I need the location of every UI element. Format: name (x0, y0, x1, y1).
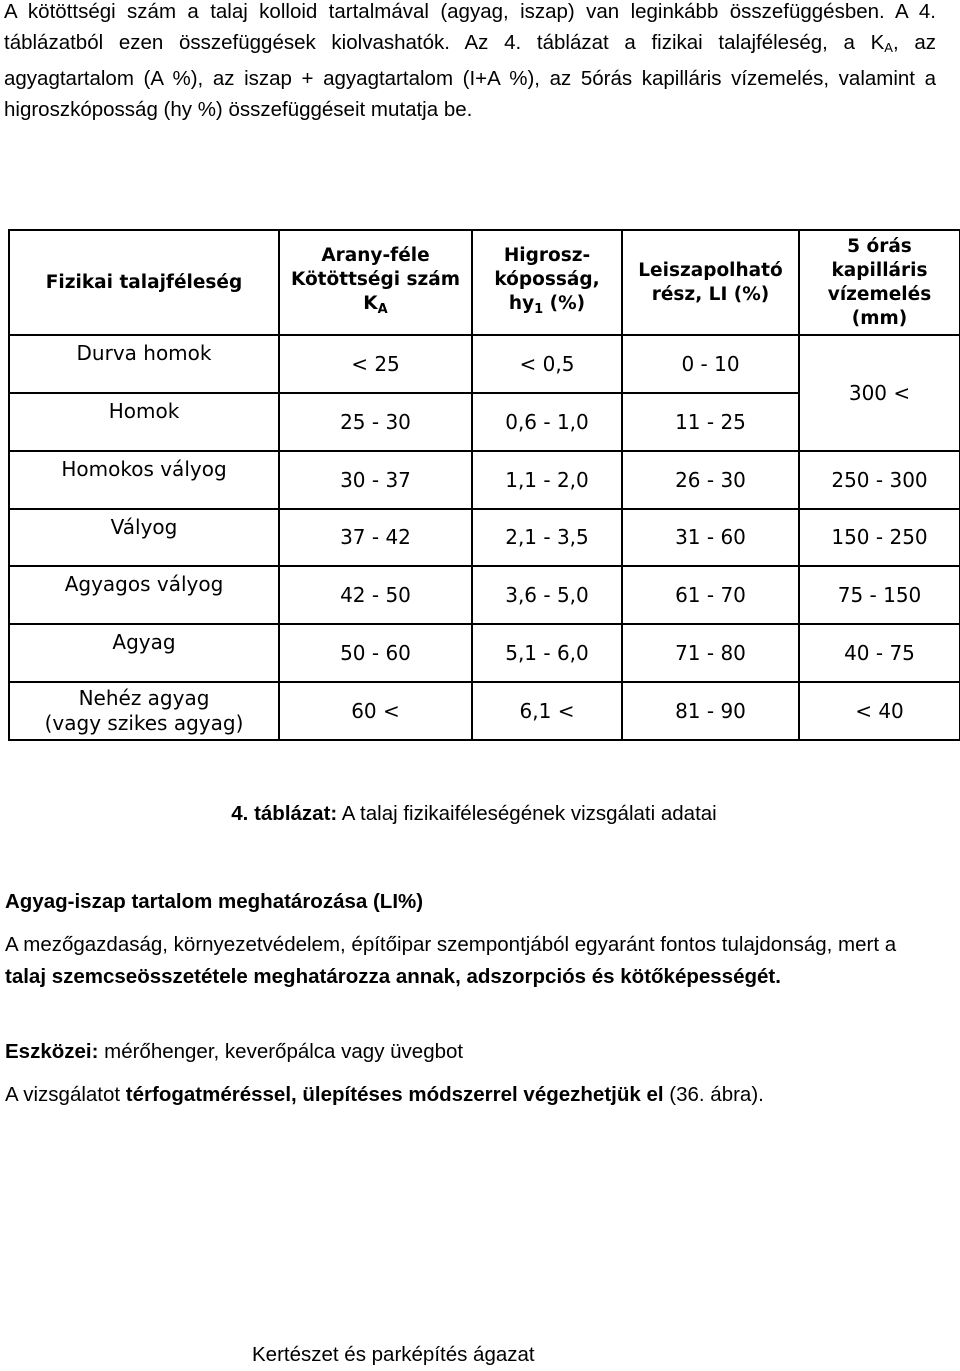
page-footer: Kertészet és parképítés ágazat (252, 1343, 535, 1366)
cell-soil-name: Vályog (9, 509, 279, 567)
paragraph-tools (5, 1036, 463, 1068)
cell-hy: 5,1 - 6,0 (472, 624, 622, 682)
header-cap-line3: vízemelés (827, 283, 932, 305)
header-ka-line1: Arany-féle (321, 244, 430, 266)
cell-capillary: 150 - 250 (799, 509, 960, 567)
header-hy-sub: 1 (534, 301, 544, 317)
header-li (622, 230, 799, 335)
cell-soil-name (9, 682, 279, 740)
cell-ka: 42 - 50 (279, 566, 472, 624)
cell-hy: 0,6 - 1,0 (472, 393, 622, 451)
header-ka-line3: K (363, 292, 378, 314)
para3-text1: A vizsgálatot (5, 1083, 126, 1106)
header-cap-line4: (mm) (851, 307, 908, 329)
header-hy-line3a: hy (508, 292, 535, 314)
soil-table (8, 229, 960, 741)
cell-li: 0 - 10 (622, 335, 799, 393)
cell-soil-name: Agyagos vályog (9, 566, 279, 624)
cell-hy: 6,1 < (472, 682, 622, 740)
table-row (9, 682, 960, 740)
header-li-line2: rész, LI (%) (651, 283, 770, 305)
header-hy-line2: kóposság, (494, 268, 600, 290)
header-hy-line3b: (%) (543, 292, 586, 314)
cell-hy: 3,6 - 5,0 (472, 566, 622, 624)
table-row (9, 566, 960, 624)
para3-text2: (36. ábra). (663, 1083, 764, 1106)
cell-capillary: 75 - 150 (799, 566, 960, 624)
cell-ka: 37 - 42 (279, 509, 472, 567)
intro-text-2: , az agyagtartalom (A %), az iszap + agyagtartalom (I+A %), az 5órás kapilláris vízemelés, valamint a higroszkóposság (hy %) összefüggéseit mutatja be. (4, 31, 936, 121)
cell-ka: 30 - 37 (279, 451, 472, 509)
cell-capillary: 40 - 75 (799, 624, 960, 682)
cell-li: 61 - 70 (622, 566, 799, 624)
para1-text: A mezőgazdaság, környezetvédelem, építőipar szempontjából egyaránt fontos tulajdonság, mert a (5, 933, 897, 956)
table-header-row (9, 230, 960, 335)
para2-text: mérőhenger, keverőpálca vagy üvegbot (98, 1040, 464, 1063)
header-capillary (799, 230, 960, 335)
table-row (9, 451, 960, 509)
cell-soil-name: Durva homok (9, 335, 279, 393)
cell-soil-name: Agyag (9, 624, 279, 682)
header-soil-type (9, 230, 279, 335)
soil-name-line2: (vagy szikes agyag) (44, 711, 244, 736)
header-hy (472, 230, 622, 335)
paragraph-method (5, 1079, 764, 1111)
header-hy-line1: Higrosz- (503, 244, 591, 266)
intro-text-1: A kötöttségi szám a talaj kolloid tartalmával (agyag, iszap) van leginkább összefüggésben. A 4. táblázatból ezen összefüggések kiolvashatók. Az 4. táblázat a fizikai talajféleség, a K (4, 0, 936, 54)
header-ka-line2: Kötöttségi szám (290, 268, 461, 290)
cell-li: 71 - 80 (622, 624, 799, 682)
cell-li: 31 - 60 (622, 509, 799, 567)
cell-capillary-merged: 300 < (799, 335, 960, 451)
cell-hy: 2,1 - 3,5 (472, 509, 622, 567)
cell-soil-name: Homokos vályog (9, 451, 279, 509)
caption-label: 4. táblázat: (231, 802, 338, 825)
cell-ka: 50 - 60 (279, 624, 472, 682)
cell-capillary: < 40 (799, 682, 960, 740)
table-row (9, 624, 960, 682)
header-ka-sub: A (377, 301, 388, 317)
header-li-line1: Leiszapolható (638, 259, 783, 281)
cell-ka: < 25 (279, 335, 472, 393)
soil-name-line1: Nehéz agyag (78, 686, 210, 711)
para2-bold: Eszközei: (5, 1040, 99, 1063)
cell-ka: 25 - 30 (279, 393, 472, 451)
cell-li: 11 - 25 (622, 393, 799, 451)
cell-hy: 1,1 - 2,0 (472, 451, 622, 509)
caption-text: A talaj fizikaiféleségének vizsgálati adatai (337, 802, 717, 825)
paragraph-importance (5, 929, 935, 993)
table-row (9, 509, 960, 567)
header-ka (279, 230, 472, 335)
header-soil-type-label: Fizikai talajféleség (45, 271, 243, 293)
cell-li: 81 - 90 (622, 682, 799, 740)
para3-bold: térfogatméréssel, ülepítéses módszerrel végezhetjük el (125, 1083, 664, 1106)
cell-capillary: 250 - 300 (799, 451, 960, 509)
section-heading: Agyag-iszap tartalom meghatározása (LI%) (5, 890, 424, 913)
cell-ka: 60 < (279, 682, 472, 740)
table-row (9, 335, 960, 393)
intro-paragraph (4, 0, 936, 125)
cell-hy: < 0,5 (472, 335, 622, 393)
table-caption (0, 802, 948, 826)
intro-subscript: A (884, 40, 893, 55)
cell-li: 26 - 30 (622, 451, 799, 509)
cell-soil-name: Homok (9, 393, 279, 451)
para1-bold: talaj szemcseösszetétele meghatározza annak, adszorpciós és kötőképességét. (5, 965, 781, 988)
header-cap-line1: 5 órás (847, 235, 912, 257)
header-cap-line2: kapilláris (831, 259, 928, 281)
